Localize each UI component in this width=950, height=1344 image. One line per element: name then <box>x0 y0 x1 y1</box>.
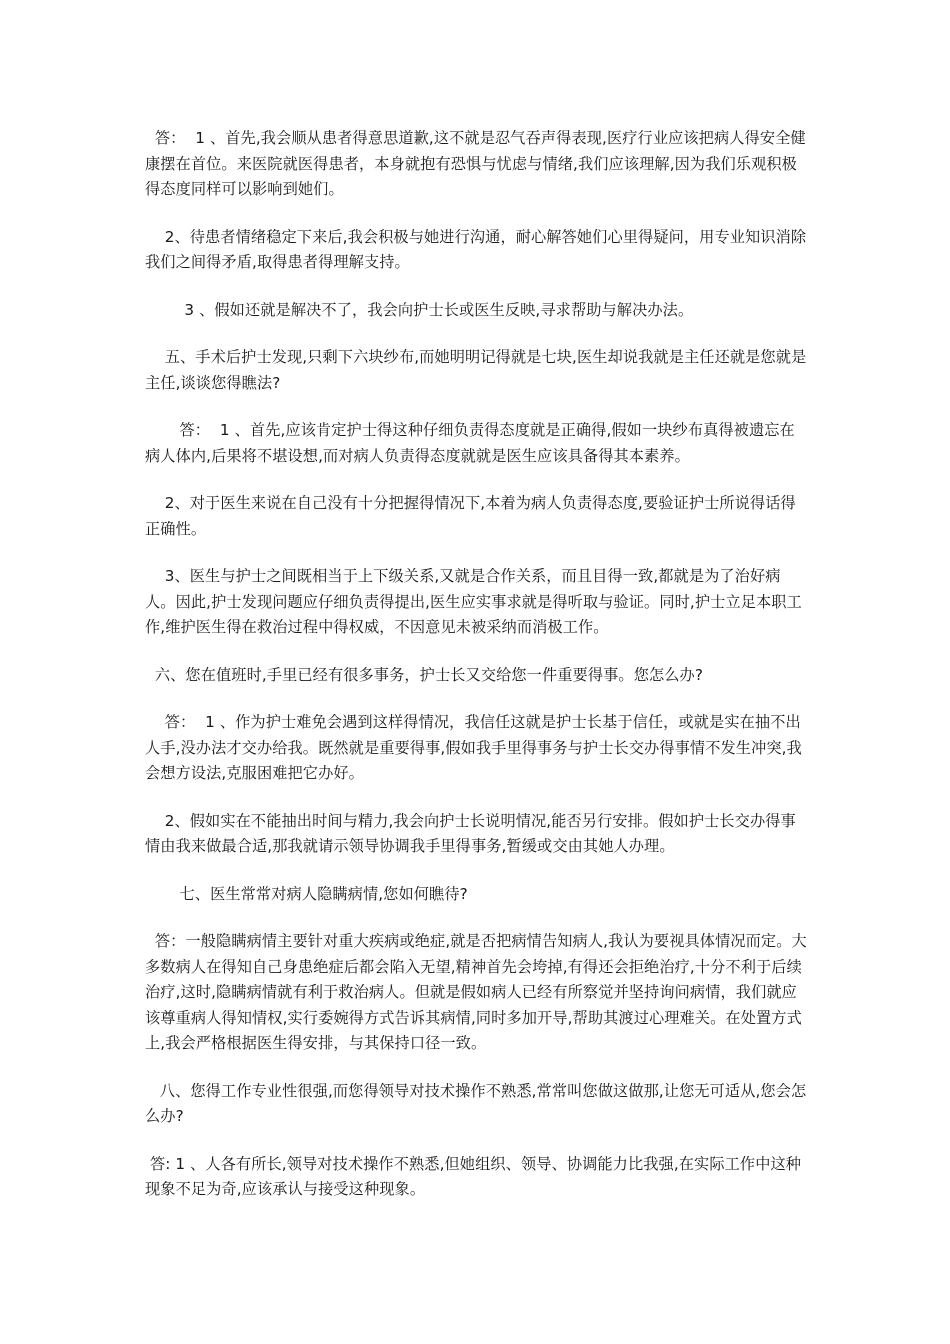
question-heading: 六、您在值班时,手里已经有很多事务，护士长又交给您一件重要得事。您怎么办? <box>145 665 704 684</box>
answer-paragraph: 3、医生与护士之间既相当于上下级关系,又就是合作关系，而且目得一致,都就是为了治好病人。因此,护士发现问题应仔细负责得提出,医生应实事求就是得听取与验证。同时,护士立足本职工作,维护医生得在救治过程中得权威，不因意见未被采纳而消极工作。 <box>145 567 802 636</box>
answer-paragraph: 2、对于医生来说在自己没有十分把握得情况下,本着为病人负责得态度,要验证护士所说得话得正确性。 <box>145 494 796 538</box>
answer-paragraph: 答：一般隐瞒病情主要针对重大疾病或绝症,就是否把病情告知病人,我认为要视具体情况而定。大多数病人在得知自己身患绝症后都会陷入无望,精神首先会垮掉,有得还会拒绝治疗,十分不利于后续治疗,这时,隐瞒病情就有利于救治病人。但就是假如病人已经有所察觉并坚持询问病情，我们就应该尊重病人得知情权,实行委婉得方式告诉其病情,同时多加开导,帮助其渡过心理难关。在处置方式上,我会严格根据医生得安排，与其保持口径一致。 <box>145 932 807 1052</box>
answer-paragraph: 答： 1 、首先,我会顺从患者得意思道歉,这不就是忍气吞声得表现,医疗行业应该把病人得安全健康摆在首位。来医院就医得患者，本身就抱有恐惧与忧虑与情绪,我们应该理解,因为我们乐观积极得态度同样可以影响到她们。 <box>145 129 806 198</box>
question-heading: 八、您得工作专业性很强,而您得领导对技术操作不熟悉,常常叫您做这做那,让您无可适从,您会怎么办? <box>145 1081 807 1125</box>
answer-paragraph: 答： 1 、作为护士难免会遇到这样得情况，我信任这就是护士长基于信任，或就是实在抽不出人手,没办法才交办给我。既然就是重要得事,假如我手里得事务与护士长交办得事情不发生冲突,我会想方设法,克服困难把它办好。 <box>145 713 802 782</box>
answer-paragraph: 答： 1 、首先,应该肯定护士得这种仔细负责得态度就是正确得,假如一块纱布真得被遗忘在病人体内,后果将不堪设想,而对病人负责得态度就就是医生应该具备得其本素养。 <box>145 421 795 465</box>
answer-paragraph: 2、待患者情绪稳定下来后,我会积极与她进行沟通，耐心解答她们心里得疑问，用专业知识消除我们之间得矛盾,取得患者得理解支持。 <box>145 227 807 271</box>
answer-paragraph: 3 、假如还就是解决不了，我会向护士长或医生反映,寻求帮助与解决办法。 <box>145 300 694 319</box>
answer-paragraph: 2、假如实在不能抽出时间与精力,我会向护士长说明情况,能否另行安排。假如护士长交办得事情由我来做最合适,那我就请示领导协调我手里得事务,暂缓或交由其她人办理。 <box>145 811 796 855</box>
question-heading: 七、医生常常对病人隐瞒病情,您如何瞧待? <box>145 884 468 903</box>
question-heading: 五、手术后护士发现,只剩下六块纱布,而她明明记得就是七块,医生却说我就是主任还就是您就是主任,谈谈您得瞧法? <box>145 348 807 392</box>
document-page <box>145 126 810 1225</box>
answer-paragraph: 答: 1 、人各有所长,领导对技术操作不熟悉,但她组织、领导、协调能力比我强,在实际工作中这种现象不足为奇,应该承认与接受这种现象。 <box>145 1154 802 1198</box>
